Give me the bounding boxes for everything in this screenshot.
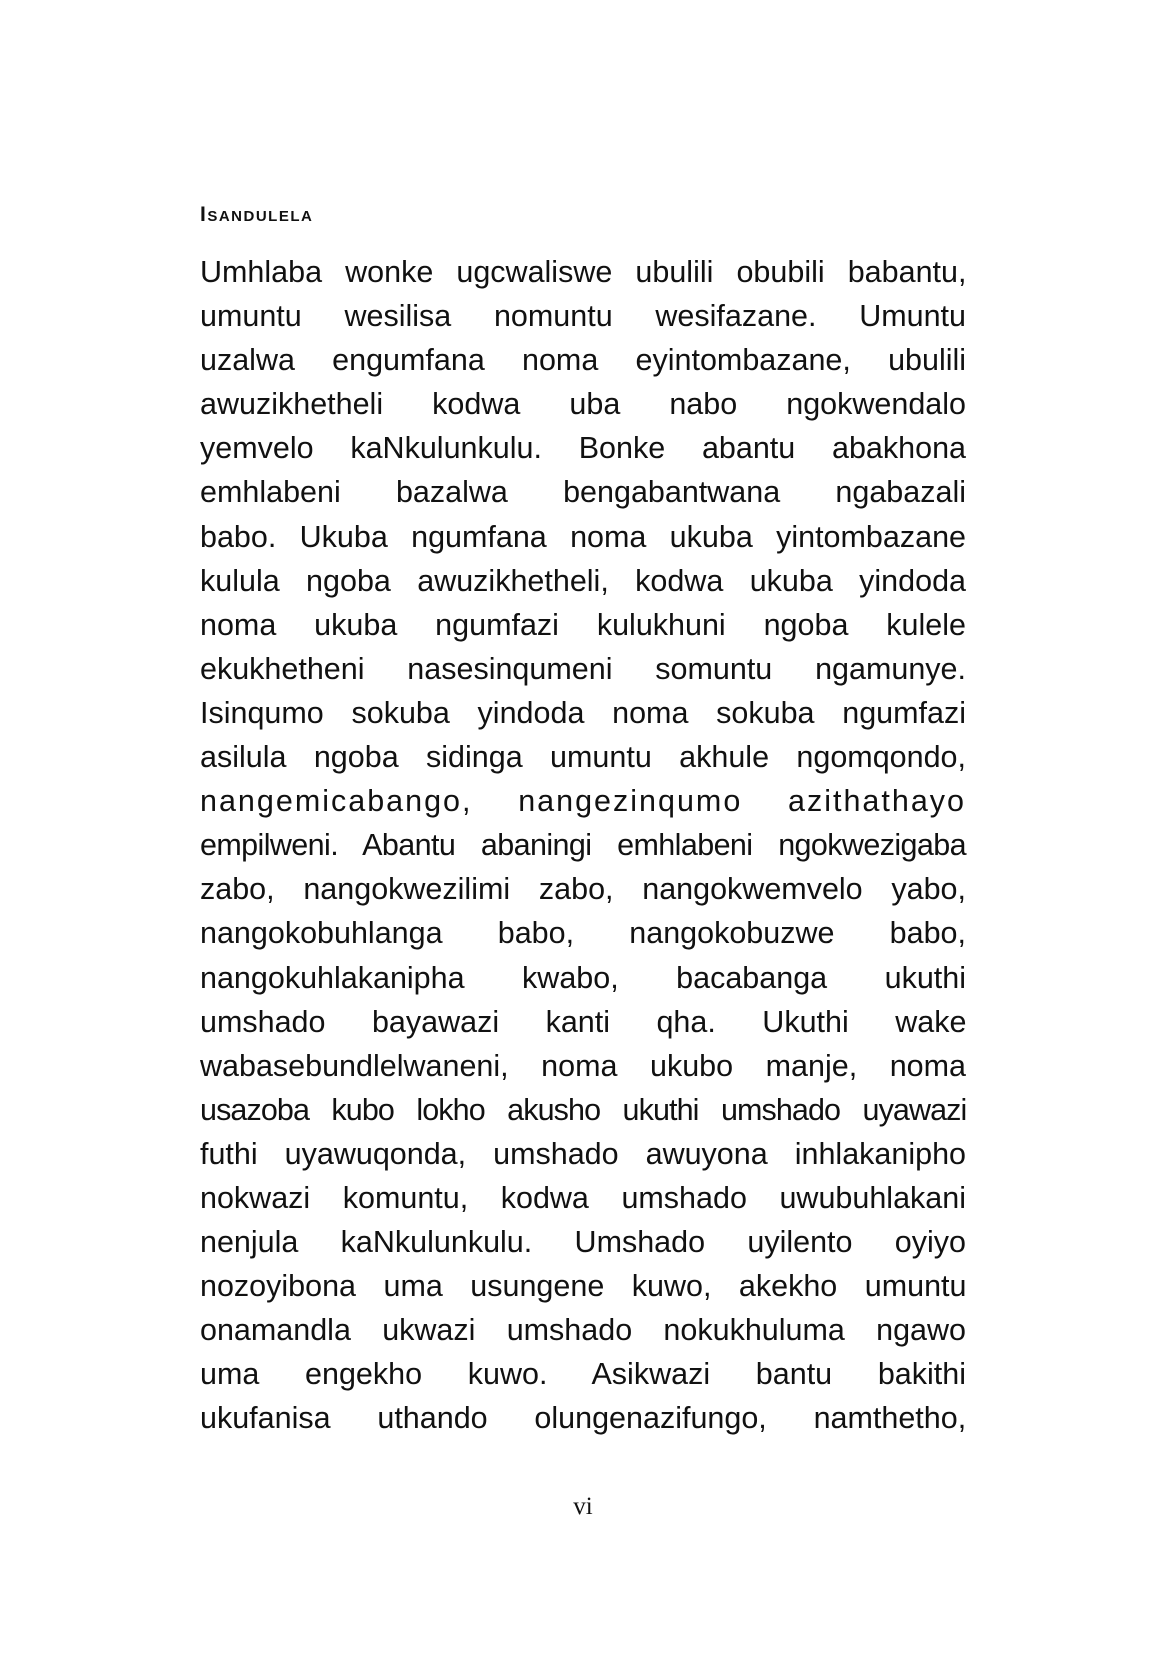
text-line: nangokuhlakanipha kwabo, bacabanga ukuthi	[200, 960, 966, 995]
text-line: nokwazi komuntu, kodwa umshado uwubuhlakani	[200, 1180, 966, 1215]
text-line: nangokobuhlanga babo, nangokobuzwe babo,	[200, 916, 966, 951]
text-line: babo. Ukuba ngumfana noma ukuba yintombazane	[200, 519, 966, 554]
text-line: ukufanisa uthando olungenazifungo, namthetho,	[200, 1401, 967, 1436]
text-line: noma ukuba ngumfazi kulukhuni ngoba kulele	[200, 607, 966, 642]
text-line: ekukhetheni nasesinqumeni somuntu ngamunye.	[200, 651, 966, 686]
text-line: zabo, nangokwezilimi zabo, nangokwemvelo yabo,	[200, 872, 966, 907]
text-line: nangemicabango, nangezinqumo azithathayo	[200, 784, 966, 819]
text-line: Isinqumo sokuba yindoda noma sokuba ngumfazi	[200, 695, 966, 730]
text-line: usazoba kubo lokho akusho ukuthi umshado uyawazi	[200, 1092, 967, 1127]
body-paragraph	[200, 250, 966, 1441]
text-line: kulula ngoba awuzikhetheli, kodwa ukuba yindoda	[200, 563, 966, 598]
text-line: asilula ngoba sidinga umuntu akhule ngomqondo,	[200, 740, 966, 775]
text-line: Umhlaba wonke ugcwaliswe ubulili obubili babantu,	[200, 255, 967, 289]
text-line: umuntu wesilisa nomuntu wesifazane. Umuntu	[200, 299, 966, 334]
text-line: umshado bayawazi kanti qha. Ukuthi wake	[200, 1004, 967, 1039]
text-line: uzalwa engumfana noma eyintombazane, ubulili	[200, 343, 967, 378]
text-line: uma engekho kuwo. Asikwazi bantu bakithi	[200, 1357, 966, 1392]
page-number: vi	[573, 1493, 593, 1520]
text-line: nozoyibona uma usungene kuwo, akekho umuntu	[200, 1269, 967, 1304]
text-line: awuzikhetheli kodwa uba nabo ngokwendalo	[200, 387, 966, 422]
text-line: futhi uyawuqonda, umshado awuyona inhlakanipho	[200, 1136, 966, 1171]
text-line: onamandla ukwazi umshado nokukhuluma ngawo	[200, 1313, 966, 1348]
text-line: nenjula kaNkulunkulu. Umshado uyilento oyiyo	[200, 1225, 966, 1260]
section-heading: Isandulela	[200, 203, 314, 226]
text-line: yemvelo kaNkulunkulu. Bonke abantu abakhona	[200, 431, 966, 466]
text-line: empilweni. Abantu abaningi emhlabeni ngokwezigaba	[200, 828, 966, 863]
text-line: emhlabeni bazalwa bengabantwana ngabazali	[200, 475, 966, 510]
text-line: wabasebundlelwaneni, noma ukubo manje, noma	[200, 1048, 966, 1083]
